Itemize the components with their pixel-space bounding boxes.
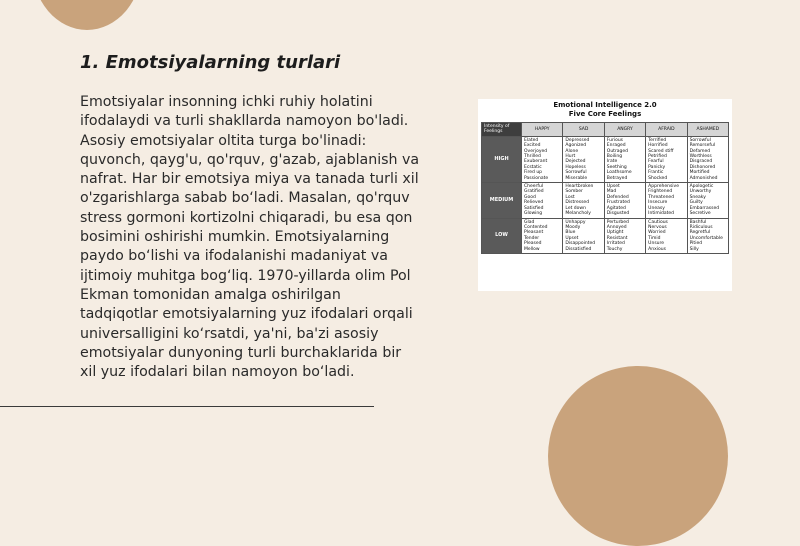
table-cell: Sorrowful Remorseful Defamed Worthless Disgraced Dishonored Mortified Admonished [687,136,728,182]
feelings-table [481,122,729,254]
table-cell: Glad Contented Pleasant Tender Pleased Mellow [522,218,563,253]
table-cell: Upset Mad Defended Frustrated Agitated Disgusted [604,183,645,218]
table-cell: Unhappy Moody Blue Upset Disappointed Dissatisfied [563,218,604,253]
column-header: SAD [563,123,604,137]
row-header: LOW [482,218,522,253]
table-cell: Bashful Ridiculous Regretful Uncomfortable Pitied Silly [687,218,728,253]
row-header: MEDIUM [482,183,522,218]
table-cell: Apprehensive Frightened Threatened Insecure Uneasy Intimidated [646,183,687,218]
column-header: HAPPY [522,123,563,137]
decorative-circle-bottom [548,366,728,546]
table-cell: Perturbed Annoyed Uptight Resistant Irritated Touchy [604,218,645,253]
table-row [482,218,729,253]
column-header: AFRAID [646,123,687,137]
table-cell: Depressed Agonized Alone Hurt Dejected Hopeless Sorrowful Miserable [563,136,604,182]
table-row [482,183,729,218]
figure-title: Emotional Intelligence 2.0 [553,101,657,109]
row-header: HIGH [482,136,522,182]
table-cell: Elated Excited Overjoyed Thrilled Exuberant Ecstatic Fired up Passionate [522,136,563,182]
table-row [482,136,729,182]
divider-line [0,406,374,407]
table-cell: Cautious Nervous Worried Timid Unsure Anxious [646,218,687,253]
table-cell: Terrified Horrified Scared stiff Petrified Fearful Panicky Frantic Shocked [646,136,687,182]
table-cell: Furious Enraged Outraged Boiling Irate Seething Loathsome Betrayed [604,136,645,182]
column-header: ANGRY [604,123,645,137]
slide-title: 1. Emotsiyalarning turlari [80,52,341,73]
table-cell: Heartbroken Somber Lost Distressed Let down Melancholy [563,183,604,218]
table-cell: Cheerful Gratified Good Relieved Satisfied Glowing [522,183,563,218]
corner-header: Intensity of Feelings [482,123,522,137]
emotional-intelligence-table-image [478,99,732,291]
decorative-circle-top [32,0,142,30]
figure-subtitle: Five Core Feelings [568,109,642,118]
slide-paragraph: Emotsiyalar insonning ichki ruhiy holatini ifodalaydi va turli shakllarda namoyon bo'ladi. Asosiy emotsiyalar oltita turga bo'linadi: quvonch, qayg'u, qo'rquv, g'azab, ajablanish va nafrat. Har bir emotsiya miya va tanada turli xil o'zgarishlarga sabab bo‘ladi. Masalan, qo'rquv stress gormoni kortizolni chiqaradi, bu esa qon bosimini oshirishi mumkin. Emotsiyalarning paydo bo‘lishi va ifodalanishi madaniyat va ijtimoiy muhitga bog‘liq. 1970-yillarda olim Pol Ekman tomonidan amalga oshirilgan tadqiqotlar emotsiyalarning yuz ifodalari orqali universalligini ko‘rsatdi, ya'ni, ba'zi asosiy emotsiyalar dunyoning turli burchaklarida bir xil yuz ifodalari bilan namoyon bo‘ladi. [80,94,420,381]
table-header-row [482,123,729,137]
table-cell: Apologetic Unworthy Sneaky Guilty Embarrassed Secretive [687,183,728,218]
column-header: ASHAMED [687,123,728,137]
